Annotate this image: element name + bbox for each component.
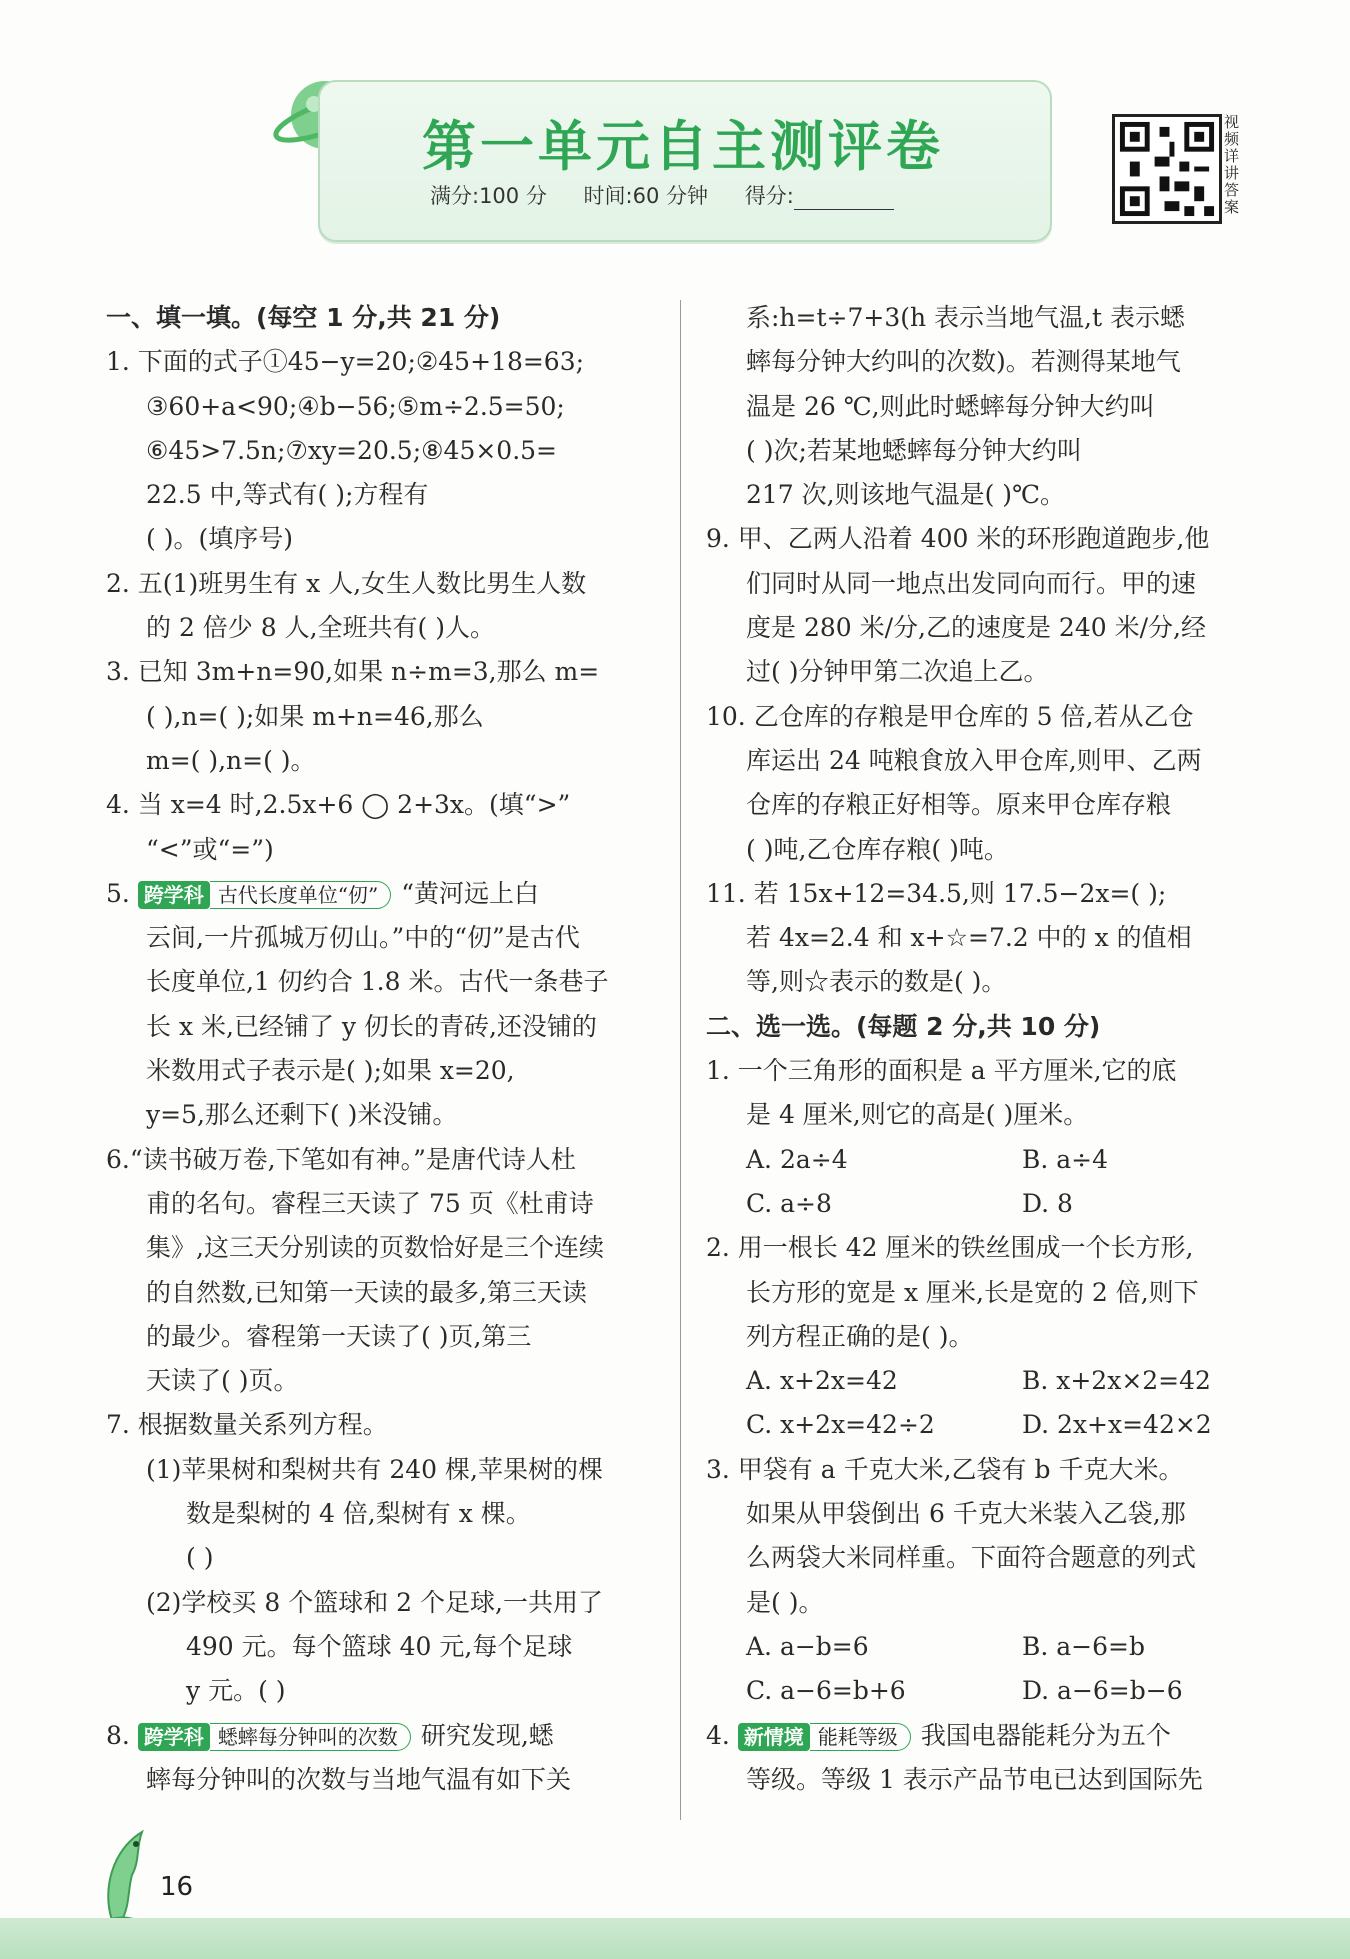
- time-limit: 时间:60 分钟: [583, 184, 709, 208]
- option-a[interactable]: A. x+2x=42: [746, 1366, 898, 1396]
- question-line: (2)学校买 8 个篮球和 2 个足球,一共用了: [146, 1587, 603, 1617]
- option-c[interactable]: C. a−6=b+6: [746, 1676, 906, 1706]
- question-line: 天读了( )页。: [146, 1366, 299, 1396]
- question-line: 7. 根据数量关系列方程。: [106, 1410, 388, 1440]
- question-4-header: [706, 1714, 1261, 1758]
- question-line: 1. 下面的式子①45−y=20;②45+18=63;: [106, 347, 585, 377]
- option-b[interactable]: B. x+2x×2=42: [1022, 1366, 1211, 1396]
- question-line: 10. 乙仓库的存粮是甲仓库的 5 倍,若从乙仓: [706, 701, 1194, 731]
- question-line: 我国电器能耗分为五个: [920, 1720, 1171, 1750]
- question-line: 度是 280 米/分,乙的速度是 240 米/分,经: [746, 613, 1206, 643]
- question-line: ( )。(填序号): [146, 524, 293, 554]
- option-c[interactable]: C. a÷8: [746, 1188, 832, 1218]
- question-line: 等级。等级 1 表示产品节电已达到国际先: [746, 1764, 1203, 1794]
- option-a[interactable]: A. a−b=6: [746, 1631, 869, 1661]
- question-line: 蟀每分钟大约叫的次数)。若测得某地气: [746, 347, 1181, 377]
- question-line: 6.“读书破万卷,下笔如有神。”是唐代诗人杜: [106, 1144, 576, 1174]
- score-label: 得分:: [745, 184, 924, 208]
- question-line: 的最少。睿程第一天读了( )页,第三: [146, 1321, 532, 1351]
- question-line: ( )次;若某地蟋蟀每分钟大约叫: [746, 435, 1082, 465]
- topic-tag: 能耗等级: [810, 1723, 911, 1751]
- question-line: 长 x 米,已经铺了 y 仞长的青砖,还没铺的: [146, 1011, 597, 1041]
- option-d[interactable]: D. a−6=b−6: [1022, 1676, 1183, 1706]
- question-line: 的 2 倍少 8 人,全班共有( )人。: [146, 613, 495, 643]
- question-line: 如果从甲袋倒出 6 千克大米装入乙袋,那: [746, 1499, 1186, 1529]
- new-context-tag: 新情境: [738, 1723, 810, 1751]
- topic-tag: 古代长度单位“仞”: [210, 881, 391, 909]
- option-b[interactable]: B. a÷4: [1022, 1144, 1109, 1174]
- question-line: 490 元。每个篮球 40 元,每个足球: [186, 1631, 573, 1661]
- column-divider: [680, 300, 681, 1820]
- option-row: [706, 1625, 1261, 1669]
- exam-meta: [430, 180, 954, 210]
- question-line: 的自然数,已知第一天读的最多,第三天读: [146, 1277, 587, 1307]
- left-column: [106, 296, 656, 1802]
- question-line: 仓库的存粮正好相等。原来甲仓库存粮: [746, 790, 1172, 820]
- question-line: 3. 甲袋有 a 千克大米,乙袋有 b 千克大米。: [706, 1454, 1184, 1484]
- right-column: [706, 296, 1261, 1802]
- question-line: 们同时从同一地点出发同向而行。甲的速: [746, 568, 1197, 598]
- option-row: [706, 1138, 1261, 1182]
- question-line: 长度单位,1 仞约合 1.8 米。古代一条巷子: [146, 967, 609, 997]
- question-line: 研究发现,蟋: [420, 1720, 554, 1750]
- question-line: 温是 26 ℃,则此时蟋蟀每分钟大约叫: [746, 391, 1155, 421]
- cross-subject-tag: 跨学科: [138, 1723, 210, 1751]
- question-line: ⑥45>7.5n;⑦xy=20.5;⑧45×0.5=: [146, 435, 557, 465]
- question-line: “<”或“=”): [146, 834, 274, 864]
- question-line: 云间,一片孤城万仞山。”中的“仞”是古代: [146, 923, 580, 953]
- question-line: 系:h=t÷7+3(h 表示当地气温,t 表示蟋: [746, 303, 1185, 332]
- option-row: [706, 1182, 1261, 1226]
- question-line: 4. 当 x=4 时,2.5x+6 ◯ 2+3x。(填“>”: [106, 790, 571, 820]
- question-line: 3. 已知 3m+n=90,如果 n÷m=3,那么 m=: [106, 657, 600, 687]
- question-number: 4.: [706, 1720, 730, 1750]
- question-line: 等,则☆表示的数是( )。: [746, 967, 1007, 997]
- question-line: “黄河远上白: [401, 878, 540, 908]
- question-8-header: [106, 1714, 656, 1758]
- option-c[interactable]: C. x+2x=42÷2: [746, 1410, 935, 1440]
- qr-code-icon[interactable]: [1112, 114, 1222, 224]
- question-line: 是( )。: [746, 1587, 824, 1617]
- cross-subject-tag: 跨学科: [138, 881, 210, 909]
- option-d[interactable]: D. 8: [1022, 1188, 1073, 1218]
- question-line: 22.5 中,等式有( );方程有: [146, 480, 429, 510]
- page-title: 第一单元自主测评卷: [422, 115, 944, 178]
- question-line: 过( )分钟甲第二次追上乙。: [746, 657, 1049, 687]
- question-line: 是 4 厘米,则它的高是( )厘米。: [746, 1100, 1089, 1130]
- question-line: 么两袋大米同样重。下面符合题意的列式: [746, 1543, 1197, 1573]
- question-line: ( )吨,乙仓库存粮( )吨。: [746, 834, 1009, 864]
- option-row: [706, 1359, 1261, 1403]
- qr-label: 视频详讲答案: [1224, 113, 1240, 216]
- section-title-fill: 一、填一填。(每空 1 分,共 21 分): [106, 303, 501, 332]
- question-line: 11. 若 15x+12=34.5,则 17.5−2x=( );: [706, 878, 1167, 908]
- topic-tag: 蟋蟀每分钟叫的次数: [210, 1723, 411, 1751]
- option-row: [706, 1669, 1261, 1713]
- question-line: 长方形的宽是 x 厘米,长是宽的 2 倍,则下: [746, 1277, 1199, 1307]
- question-line: 217 次,则该地气温是( )℃。: [746, 480, 1066, 510]
- question-line: y=5,那么还剩下( )米没铺。: [146, 1100, 458, 1130]
- page-number: 16: [160, 1872, 194, 1902]
- question-line: 库运出 24 吨粮食放入甲仓库,则甲、乙两: [746, 745, 1202, 775]
- question-line: 2. 五(1)班男生有 x 人,女生人数比男生人数: [106, 568, 587, 598]
- question-line: 集》,这三天分别读的页数恰好是三个连续: [146, 1233, 604, 1263]
- question-5-header: [106, 872, 656, 916]
- question-line: 9. 甲、乙两人沿着 400 米的环形跑道跑步,他: [706, 524, 1210, 554]
- section-title-choice: 二、选一选。(每题 2 分,共 10 分): [706, 1011, 1101, 1041]
- question-line: ( ),n=( );如果 m+n=46,那么: [146, 701, 484, 731]
- question-line: ③60+a<90;④b−56;⑤m÷2.5=50;: [146, 391, 565, 421]
- option-a[interactable]: A. 2a÷4: [746, 1144, 848, 1174]
- question-line: 蟀每分钟叫的次数与当地气温有如下关: [146, 1764, 572, 1794]
- option-row: [706, 1403, 1261, 1447]
- full-score: 满分:100 分: [430, 184, 547, 208]
- question-line: 若 4x=2.4 和 x+☆=7.2 中的 x 的值相: [746, 923, 1192, 953]
- footer-band: [0, 1918, 1350, 1959]
- question-line: y 元。( ): [186, 1676, 286, 1706]
- question-line: m=( ),n=( )。: [146, 745, 316, 775]
- question-line: 列方程正确的是( )。: [746, 1321, 974, 1351]
- question-line: 数是梨树的 4 倍,梨树有 x 棵。: [186, 1499, 531, 1529]
- answer-blank[interactable]: ( ): [186, 1543, 214, 1573]
- question-number: 5.: [106, 878, 130, 908]
- question-line: 2. 用一根长 42 厘米的铁丝围成一个长方形,: [706, 1233, 1194, 1263]
- score-blank[interactable]: [794, 191, 894, 210]
- question-line: (1)苹果树和梨树共有 240 棵,苹果树的棵: [146, 1454, 603, 1484]
- question-line: 1. 一个三角形的面积是 a 平方厘米,它的底: [706, 1056, 1177, 1086]
- option-d[interactable]: D. 2x+x=42×2: [1022, 1410, 1212, 1440]
- question-number: 8.: [106, 1720, 130, 1750]
- option-b[interactable]: B. a−6=b: [1022, 1631, 1145, 1661]
- question-line: 米数用式子表示是( );如果 x=20,: [146, 1056, 515, 1086]
- question-line: 甫的名句。睿程三天读了 75 页《杜甫诗: [146, 1188, 594, 1218]
